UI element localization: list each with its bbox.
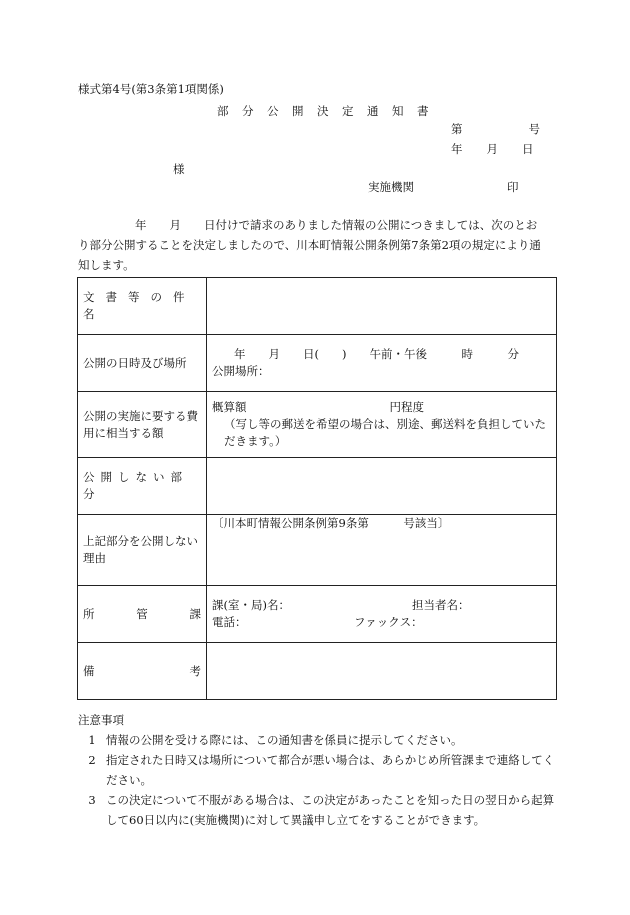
seal-mark: 印: [507, 180, 519, 194]
cost-line1: 概算額 円程度: [212, 400, 424, 414]
table-row: [78, 643, 557, 700]
document-number: [451, 123, 540, 137]
cost-line2: （写し等の郵送を希望の場合は、別途、郵送料を負担していただきます。）: [224, 417, 546, 448]
department-label: 所 管 課: [78, 586, 207, 643]
info-table: [77, 277, 557, 700]
body-year: 年: [135, 218, 147, 232]
notes-heading: 注意事項: [78, 713, 124, 727]
body-line3: 知します。: [78, 258, 135, 272]
body-line2: り部分公開することを決定しましたので、川本町情報公開条例第7条第2項の規定により通: [78, 238, 541, 252]
recipient: 様: [173, 162, 185, 176]
doc-number-prefix: 第: [451, 122, 463, 136]
undisclosed-label: 公開しない部分: [78, 458, 207, 515]
department-line2: 電話： ファックス：: [212, 615, 423, 629]
body-paragraph: [78, 215, 558, 275]
table-row: [78, 278, 557, 335]
note-item: 1 情報の公開を受ける際には、この通知書を係員に提示してください。: [88, 733, 463, 747]
date-month: 月: [486, 142, 498, 156]
table-row: [78, 515, 557, 586]
reason-label: 上記部分を公開しない理由: [78, 515, 207, 586]
datetime-place-value: [207, 335, 557, 392]
undisclosed-value: [207, 458, 557, 515]
datetime-place-label: 公開の日時及び場所: [78, 335, 207, 392]
subject-value: [207, 278, 557, 335]
table-row: [78, 458, 557, 515]
cost-value: [207, 392, 557, 458]
subject-label: 文書等の件名: [78, 278, 207, 335]
note-item: 3 この決定について不服がある場合は、この決定があったことを知った日の翌日から起算して60日以内に(実施機関)に対して異議申し立てをすることができます。: [88, 793, 555, 827]
remarks-label: 備 考: [78, 643, 207, 700]
table-row: [78, 392, 557, 458]
remarks-value: [207, 643, 557, 700]
document-title: 部分公開決定通知書: [217, 104, 442, 118]
department-line1: 課(室・局)名： 担当者名：: [212, 598, 470, 612]
form-number: 様式第4号(第3条第1項関係): [78, 82, 224, 96]
sender-label: 実施機関: [368, 180, 414, 194]
reason-value: 〔川本町情報公開条例第9条第 号該当〕: [207, 515, 557, 586]
datetime-line: 年 月 日( ) 午前・午後 時 分: [234, 347, 519, 361]
table-row: [78, 586, 557, 643]
department-value: [207, 586, 557, 643]
body-month: 月: [169, 218, 181, 232]
note-item: 2 指定された日時又は場所について都合が悪い場合は、あらかじめ所管課まで連絡してください。: [88, 753, 555, 787]
body-line1: 日付けで請求のありました情報の公開につきましては、次のとお: [204, 218, 538, 232]
date-day: 日: [522, 142, 534, 156]
doc-number-suffix: 号: [528, 122, 540, 136]
cost-label: 公開の実施に要する費用に相当する額: [78, 392, 207, 458]
notes-section: [78, 710, 562, 830]
sender: [368, 181, 519, 195]
table-row: [78, 335, 557, 392]
place-line: 公開場所：: [212, 364, 270, 378]
document-date: [451, 143, 534, 157]
date-year: 年: [451, 142, 463, 156]
